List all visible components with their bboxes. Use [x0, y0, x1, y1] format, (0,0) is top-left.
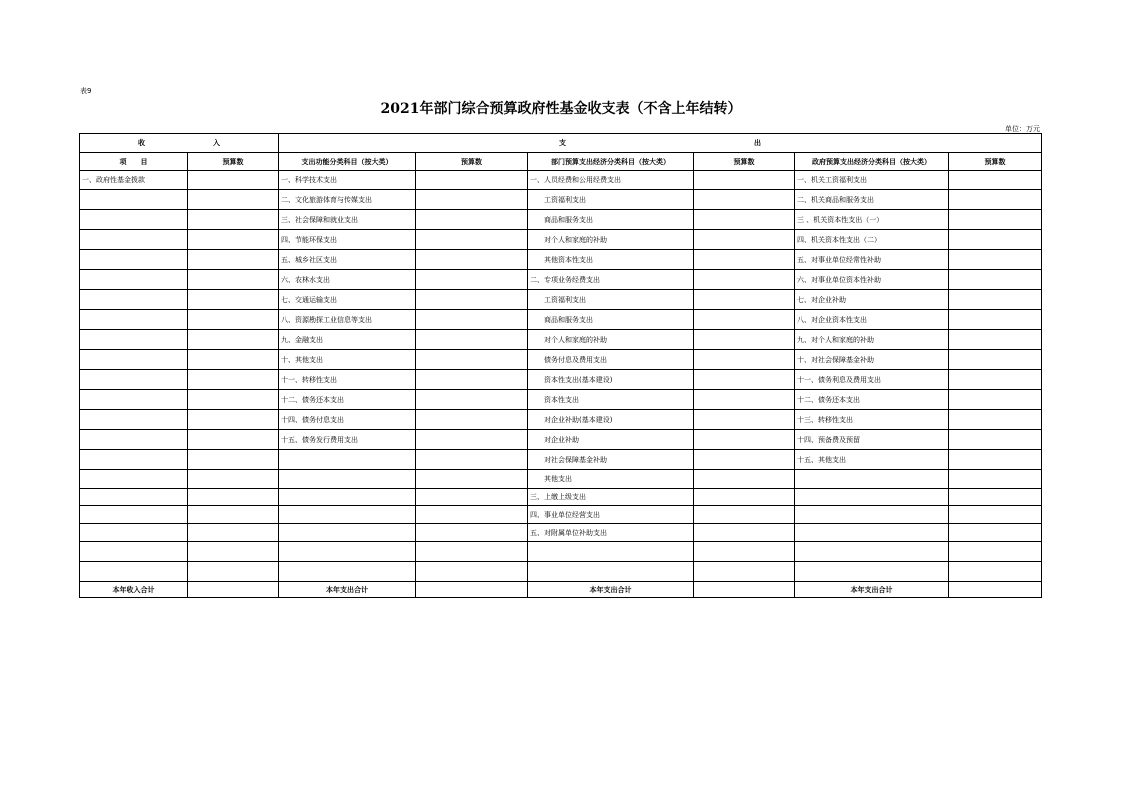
- income-cell: [80, 270, 188, 290]
- income-header-char1: 收: [138, 139, 145, 147]
- budget-cell: [188, 410, 279, 430]
- income-cell: [80, 542, 188, 562]
- func-class-cell: 十一、转移性支出: [279, 370, 416, 390]
- col-header-func-class: 支出功能分类科目（按大类）: [279, 153, 416, 171]
- gov-econ-cell: 一、机关工资福利支出: [795, 171, 949, 190]
- income-cell: [80, 190, 188, 210]
- income-cell: [80, 506, 188, 524]
- expense-header-char2: 出: [754, 139, 761, 147]
- budget-cell: [188, 370, 279, 390]
- budget-cell: [188, 210, 279, 230]
- gov-econ-cell: [795, 562, 949, 582]
- budget-cell: [416, 190, 528, 210]
- func-class-cell: [279, 524, 416, 542]
- budget-cell: [949, 370, 1042, 390]
- table-row: [80, 290, 1042, 310]
- budget-cell: [188, 171, 279, 190]
- income-header-char2: 入: [213, 139, 220, 147]
- budget-cell: [416, 330, 528, 350]
- col-header-budget-1: 预算数: [188, 153, 279, 171]
- col-header-budget-3: 预算数: [694, 153, 795, 171]
- income-cell: [80, 250, 188, 270]
- dept-econ-cell: 对社会保障基金补助: [528, 450, 694, 470]
- gov-econ-cell: [795, 470, 949, 489]
- budget-cell: [949, 250, 1042, 270]
- income-cell: [80, 290, 188, 310]
- func-class-cell: [279, 450, 416, 470]
- func-class-cell: 九、金融支出: [279, 330, 416, 350]
- budget-cell: [188, 330, 279, 350]
- func-class-cell: 十四、债务付息支出: [279, 410, 416, 430]
- table-row: [80, 230, 1042, 250]
- dept-econ-cell: 资本性支出: [528, 390, 694, 410]
- income-cell: [80, 450, 188, 470]
- budget-cell: [416, 370, 528, 390]
- func-class-cell: [279, 470, 416, 489]
- budget-cell: [694, 250, 795, 270]
- dept-econ-cell: 对个人和家庭的补助: [528, 230, 694, 250]
- col-header-budget-2: 预算数: [416, 153, 528, 171]
- gov-econ-cell: 十一、债务利息及费用支出: [795, 370, 949, 390]
- func-total-label: 本年支出合计: [279, 582, 416, 598]
- func-class-cell: [279, 562, 416, 582]
- income-cell: [80, 230, 188, 250]
- budget-cell: [188, 470, 279, 489]
- budget-cell: [694, 370, 795, 390]
- income-header: [80, 134, 279, 153]
- dept-econ-cell: 其他资本性支出: [528, 250, 694, 270]
- gov-econ-cell: 六、对事业单位资本性补助: [795, 270, 949, 290]
- dept-econ-cell: 债务付息及费用支出: [528, 350, 694, 370]
- dept-econ-cell: [528, 562, 694, 582]
- budget-cell: [188, 562, 279, 582]
- budget-cell: [949, 270, 1042, 290]
- budget-cell: [416, 390, 528, 410]
- income-cell: [80, 524, 188, 542]
- budget-cell: [694, 190, 795, 210]
- budget-cell: [949, 350, 1042, 370]
- table-row: [80, 542, 1042, 562]
- gov-econ-cell: 七、对企业补助: [795, 290, 949, 310]
- gov-econ-cell: 十四、预备费及预留: [795, 430, 949, 450]
- gov-econ-cell: 八、对企业资本性支出: [795, 310, 949, 330]
- budget-cell: [188, 524, 279, 542]
- budget-cell: [416, 310, 528, 330]
- budget-cell: [694, 542, 795, 562]
- budget-cell: [694, 330, 795, 350]
- table-row: [80, 210, 1042, 230]
- col-header-budget-4: 预算数: [949, 153, 1042, 171]
- table-row: [80, 370, 1042, 390]
- budget-cell: [416, 524, 528, 542]
- gov-econ-cell: 十二、债务还本支出: [795, 390, 949, 410]
- dept-total-label: 本年支出合计: [528, 582, 694, 598]
- gov-total-label: 本年支出合计: [795, 582, 949, 598]
- gov-econ-cell: [795, 524, 949, 542]
- budget-cell: [949, 190, 1042, 210]
- dept-econ-cell: 四、事业单位经营支出: [528, 506, 694, 524]
- budget-cell: [416, 506, 528, 524]
- gov-econ-cell: 三 、机关资本性支出（一）: [795, 210, 949, 230]
- budget-cell: [949, 230, 1042, 250]
- budget-cell: [949, 290, 1042, 310]
- table-row: [80, 250, 1042, 270]
- budget-cell: [949, 562, 1042, 582]
- table-row: [80, 390, 1042, 410]
- gov-econ-cell: 四、机关资本性支出（二）: [795, 230, 949, 250]
- budget-cell: [949, 330, 1042, 350]
- budget-cell: [694, 470, 795, 489]
- table-row: [80, 190, 1042, 210]
- table-row: [80, 270, 1042, 290]
- budget-cell: [694, 171, 795, 190]
- income-total-label: 本年收入合计: [80, 582, 188, 598]
- budget-cell: [188, 450, 279, 470]
- table-row: [80, 410, 1042, 430]
- budget-cell: [694, 506, 795, 524]
- budget-cell: [694, 350, 795, 370]
- func-class-cell: 一、科学技术支出: [279, 171, 416, 190]
- budget-cell: [694, 524, 795, 542]
- income-cell: [80, 310, 188, 330]
- budget-cell: [416, 290, 528, 310]
- gov-econ-cell: 九、对个人和家庭的补助: [795, 330, 949, 350]
- budget-cell: [694, 270, 795, 290]
- column-header-row: [80, 153, 1042, 171]
- gov-econ-cell: [795, 542, 949, 562]
- income-cell: [80, 350, 188, 370]
- expense-header-char1: 支: [559, 139, 566, 147]
- budget-cell: [188, 230, 279, 250]
- budget-cell: [416, 230, 528, 250]
- budget-cell: [188, 430, 279, 450]
- income-cell: [80, 390, 188, 410]
- budget-cell: [949, 210, 1042, 230]
- budget-cell: [188, 350, 279, 370]
- budget-cell: [949, 524, 1042, 542]
- gov-total-value: [949, 582, 1042, 598]
- func-total-value: [416, 582, 528, 598]
- func-class-cell: 五、城乡社区支出: [279, 250, 416, 270]
- func-class-cell: 七、交通运输支出: [279, 290, 416, 310]
- budget-cell: [416, 562, 528, 582]
- budget-cell: [416, 430, 528, 450]
- budget-cell: [416, 171, 528, 190]
- dept-econ-cell: 三、上缴上级支出: [528, 489, 694, 506]
- table-row: [80, 506, 1042, 524]
- func-class-cell: 八、资源勘探工业信息等支出: [279, 310, 416, 330]
- budget-cell: [694, 390, 795, 410]
- budget-cell: [694, 562, 795, 582]
- unit-label: 单位：万元: [1005, 125, 1040, 133]
- budget-cell: [949, 310, 1042, 330]
- table-row: [80, 350, 1042, 370]
- dept-econ-cell: 对企业补助(基本建设): [528, 410, 694, 430]
- budget-cell: [416, 450, 528, 470]
- col-header-gov-econ: 政府预算支出经济分类科目（按大类）: [795, 153, 949, 171]
- func-class-cell: 六、农林水支出: [279, 270, 416, 290]
- budget-cell: [188, 506, 279, 524]
- func-class-cell: [279, 489, 416, 506]
- dept-econ-cell: 其他支出: [528, 470, 694, 489]
- budget-cell: [416, 210, 528, 230]
- budget-cell: [416, 489, 528, 506]
- budget-cell: [949, 470, 1042, 489]
- dept-econ-cell: 商品和服务支出: [528, 210, 694, 230]
- dept-econ-cell: 一、人员经费和公用经费支出: [528, 171, 694, 190]
- func-class-cell: 二、文化旅游体育与传媒支出: [279, 190, 416, 210]
- gov-econ-cell: 十三、转移性支出: [795, 410, 949, 430]
- income-cell: [80, 470, 188, 489]
- budget-cell: [949, 430, 1042, 450]
- income-cell: [80, 410, 188, 430]
- top-header-row: [80, 134, 1042, 153]
- budget-cell: [416, 542, 528, 562]
- col-header-item: 项 目: [80, 153, 188, 171]
- gov-econ-cell: 十五、其他支出: [795, 450, 949, 470]
- budget-cell: [694, 430, 795, 450]
- dept-econ-cell: 二、专项业务经费支出: [528, 270, 694, 290]
- budget-cell: [949, 450, 1042, 470]
- income-cell: [80, 489, 188, 506]
- func-class-cell: 四、节能环保支出: [279, 230, 416, 250]
- dept-econ-cell: 资本性支出(基本建设): [528, 370, 694, 390]
- dept-econ-cell: 五、对附属单位补助支出: [528, 524, 694, 542]
- total-row: [80, 582, 1042, 598]
- budget-table: [79, 133, 1042, 598]
- income-cell: 一、政府性基金拨款: [80, 171, 188, 190]
- budget-cell: [188, 390, 279, 410]
- income-cell: [80, 562, 188, 582]
- budget-cell: [188, 190, 279, 210]
- gov-econ-cell: [795, 489, 949, 506]
- budget-cell: [694, 210, 795, 230]
- table-row: [80, 430, 1042, 450]
- table-row: [80, 489, 1042, 506]
- income-cell: [80, 430, 188, 450]
- func-class-cell: [279, 542, 416, 562]
- col-header-dept-econ: 部门预算支出经济分类科目（按大类）: [528, 153, 694, 171]
- func-class-cell: 三、社会保障和就业支出: [279, 210, 416, 230]
- budget-cell: [949, 542, 1042, 562]
- budget-cell: [416, 270, 528, 290]
- dept-total-value: [694, 582, 795, 598]
- expense-header: [279, 134, 1042, 153]
- func-class-cell: 十五、债务发行费用支出: [279, 430, 416, 450]
- dept-econ-cell: [528, 542, 694, 562]
- table-row: [80, 524, 1042, 542]
- income-cell: [80, 370, 188, 390]
- budget-cell: [188, 310, 279, 330]
- page-title: 2021年部门综合预算政府性基金收支表（不含上年结转）: [380, 101, 742, 117]
- table-row: [80, 330, 1042, 350]
- budget-cell: [949, 410, 1042, 430]
- func-class-cell: [279, 506, 416, 524]
- gov-econ-cell: [795, 506, 949, 524]
- dept-econ-cell: 工资福利支出: [528, 290, 694, 310]
- budget-cell: [694, 410, 795, 430]
- func-class-cell: 十二、债务还本支出: [279, 390, 416, 410]
- dept-econ-cell: 对企业补助: [528, 430, 694, 450]
- table-row: [80, 171, 1042, 190]
- budget-cell: [188, 542, 279, 562]
- gov-econ-cell: 十、对社会保障基金补助: [795, 350, 949, 370]
- budget-cell: [949, 171, 1042, 190]
- budget-cell: [188, 270, 279, 290]
- gov-econ-cell: 二、机关商品和服务支出: [795, 190, 949, 210]
- budget-cell: [949, 506, 1042, 524]
- budget-cell: [694, 290, 795, 310]
- budget-cell: [949, 489, 1042, 506]
- func-class-cell: 十、其他支出: [279, 350, 416, 370]
- dept-econ-cell: 工资福利支出: [528, 190, 694, 210]
- budget-cell: [694, 310, 795, 330]
- budget-cell: [188, 290, 279, 310]
- income-total-value: [188, 582, 279, 598]
- budget-cell: [694, 450, 795, 470]
- budget-cell: [949, 390, 1042, 410]
- budget-cell: [416, 250, 528, 270]
- budget-cell: [416, 470, 528, 489]
- budget-cell: [188, 250, 279, 270]
- budget-cell: [694, 489, 795, 506]
- dept-econ-cell: 对个人和家庭的补助: [528, 330, 694, 350]
- income-cell: [80, 210, 188, 230]
- table-row: [80, 310, 1042, 330]
- table-row: [80, 450, 1042, 470]
- table-number: 表9: [80, 87, 92, 95]
- table-row: [80, 470, 1042, 489]
- income-cell: [80, 330, 188, 350]
- gov-econ-cell: 五、对事业单位经常性补助: [795, 250, 949, 270]
- budget-cell: [188, 489, 279, 506]
- dept-econ-cell: 商品和服务支出: [528, 310, 694, 330]
- budget-cell: [416, 350, 528, 370]
- budget-cell: [694, 230, 795, 250]
- table-row: [80, 562, 1042, 582]
- budget-cell: [416, 410, 528, 430]
